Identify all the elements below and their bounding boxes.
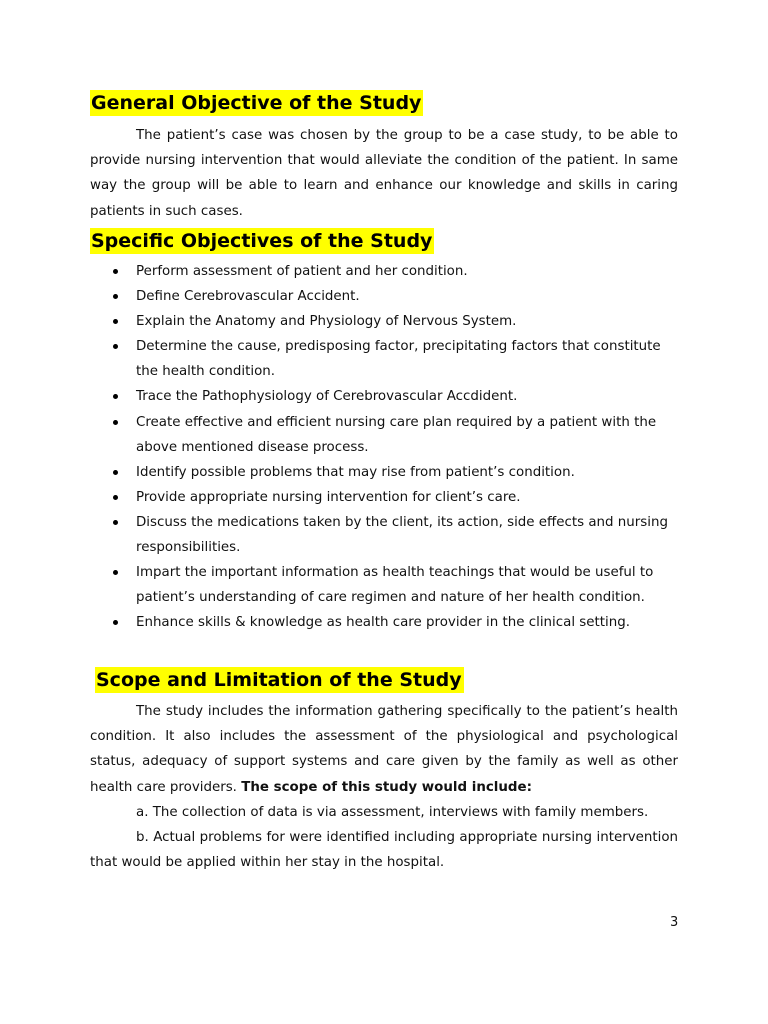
- scope-paragraph-bold: The scope of this study would include:: [241, 779, 532, 795]
- general-objective-paragraph: The patient’s case was chosen by the group to be a case study, to be able to provide nursing intervention that would alleviate the condition of the patient. In same way the group will be able to learn and enhance our knowledge and skills in caring patients in such cases.: [90, 128, 678, 219]
- scope-item-b: b. Actual problems for were identified including appropriate nursing intervention that would be applied within her stay in the hospital.: [90, 830, 678, 871]
- list-item: [110, 560, 678, 610]
- scope-item-a: a. The collection of data is via assessment, interviews with family members.: [136, 805, 649, 820]
- bullet-icon: [113, 570, 118, 575]
- bullet-icon: [113, 344, 118, 349]
- list-item-text: Discuss the medications taken by the client, its action, side effects and nursing responsibilities.: [136, 514, 668, 556]
- bullet-icon: [113, 319, 118, 324]
- list-item: [110, 384, 678, 409]
- list-item-text: Perform assessment of patient and her condition.: [136, 264, 468, 279]
- general-objective-heading: General Objective of the Study: [91, 92, 422, 114]
- bullet-icon: [113, 520, 118, 525]
- list-item: [110, 309, 678, 334]
- list-item-text: Trace the Pathophysiology of Cerebrovascular Accdident.: [136, 389, 518, 405]
- bullet-icon: [113, 294, 118, 299]
- list-item: [110, 460, 678, 485]
- page-number: 3: [670, 915, 679, 930]
- list-item-text: Impart the important information as health teachings that would be useful to patient’s understanding of care regimen and nature of her health condition.: [136, 565, 654, 606]
- scope-limitation-heading: Scope and Limitation of the Study: [96, 669, 462, 691]
- bullet-icon: [113, 470, 118, 475]
- list-item: [110, 610, 678, 635]
- specific-objectives-heading: Specific Objectives of the Study: [91, 230, 433, 252]
- list-item: [110, 485, 678, 510]
- list-item: [110, 259, 678, 284]
- list-item: [110, 334, 678, 384]
- bullet-icon: [113, 495, 118, 500]
- bullet-icon: [113, 269, 118, 274]
- list-item-text: Identify possible problems that may rise from patient’s condition.: [136, 464, 575, 480]
- list-item-text: Define Cerebrovascular Accident.: [136, 289, 360, 305]
- list-item-text: Determine the cause, predisposing factor, precipitating factors that constitute the health condition.: [136, 339, 661, 380]
- list-item-text: Explain the Anatomy and Physiology of Nervous System.: [136, 314, 517, 330]
- list-item-text: Provide appropriate nursing intervention for client’s care.: [136, 489, 521, 505]
- document-page: [90, 0, 678, 1024]
- list-item-text: Create effective and efficient nursing care plan required by a patient with the above mentioned disease process.: [136, 414, 657, 455]
- specific-objectives-list: [110, 259, 678, 635]
- bullet-icon: [113, 394, 118, 399]
- scope-paragraph-text: The study includes the information gathering specifically to the patient’s health condition. It also includes the assessment of the physiological and psychological status, adequacy of support systems and care given by the family as well as other health care providers.: [90, 704, 678, 795]
- list-item: [110, 410, 678, 460]
- bullet-icon: [113, 420, 118, 425]
- bullet-icon: [113, 620, 118, 625]
- scope-paragraph: [90, 699, 678, 800]
- list-item: [110, 284, 678, 309]
- list-item-text: Enhance skills & knowledge as health care provider in the clinical setting.: [136, 615, 630, 631]
- list-item: [110, 510, 678, 560]
